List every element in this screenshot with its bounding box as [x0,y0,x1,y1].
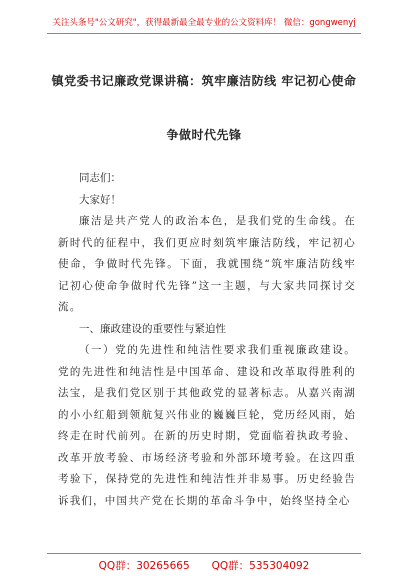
qq-group-2: QQ群：535304092 [211,560,310,572]
qq-group-1: QQ群：30265665 [98,560,190,572]
body-paragraph: 廉洁是共产党人的政治本色，是我们党的生命线。在新时代的征程中，我们更应时刻筑牢廉洁防线，牢记初心使命，争做时代先锋。下面，我就围绕“筑牢廉洁防线牢记初心使命争做时代先锋”这一主题，与大家共同探讨交流。 [58,215,356,313]
header-divider [47,33,361,34]
document-title-line-1: 镇党委书记廉政党课讲稿：筑牢廉洁防线 牢记初心使命 [51,74,357,88]
body-paragraph: （一）党的先进性和纯洁性要求我们重视廉政建设。党的先进性和纯洁性是中国革命、建设和改革取得胜利的法宝，是我们党区别于其他政党的显著标志。从嘉兴南湖的小小红船到领航复兴伟业的巍巍巨轮，党历经风雨，始终走在时代前列。在新的历史时期，党面临着执政考验、改革开放考验、市场经济考验和外部环境考验。在这四重考验下，保持党的先进性和纯洁性并非易事。历史经验告诉我们，中国共产党在长期的革命斗争中，始终坚持全心 [58,344,356,507]
footer-divider [47,553,361,554]
document-title-line-2: 争做时代先锋 [166,128,242,142]
salutation: 同志们： [79,172,121,184]
document-body [58,168,356,512]
section-heading: 一、廉政建设的重要性与紧迫性 [79,322,226,335]
header-banner: 关注头条号"公文研究"，获得最新最全最专业的公文资料库！ 微信：gongwenyj [52,18,356,28]
greeting: 大家好！ [79,193,121,206]
footer-banner [0,558,408,573]
